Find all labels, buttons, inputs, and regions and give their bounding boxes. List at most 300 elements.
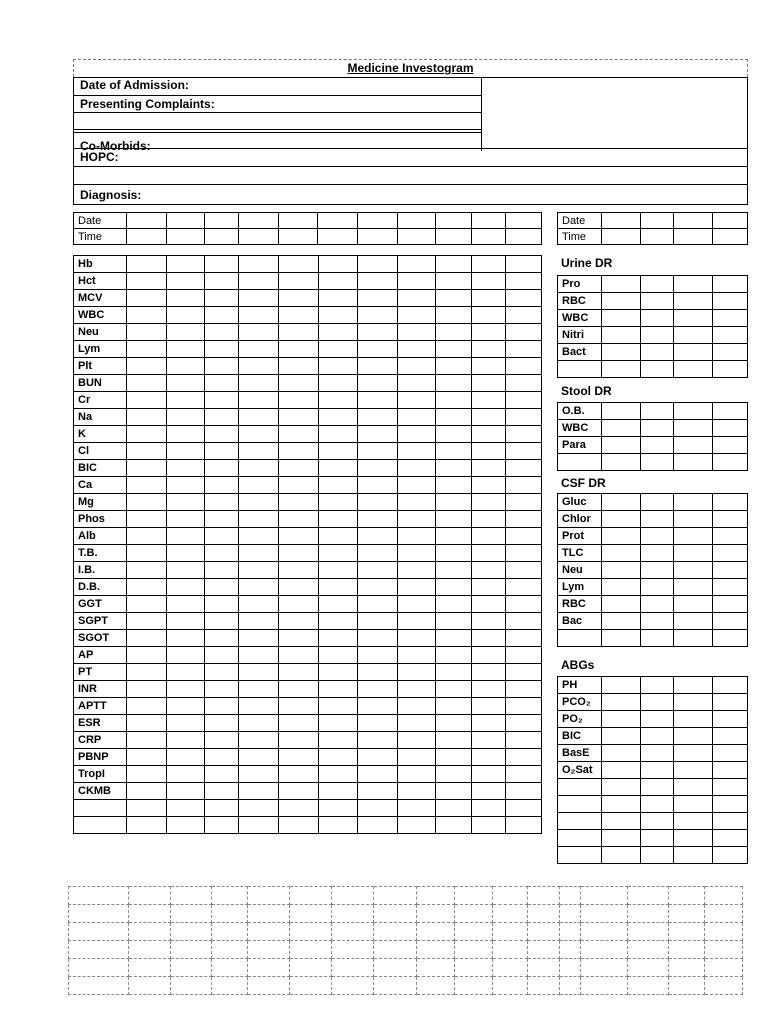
left-lab-cell[interactable] bbox=[204, 562, 238, 579]
left-lab-cell[interactable] bbox=[126, 528, 166, 545]
left-lab-cell[interactable] bbox=[358, 630, 398, 647]
notes-cell[interactable] bbox=[416, 977, 454, 995]
abg-cell[interactable] bbox=[674, 728, 713, 745]
left-lab-cell[interactable] bbox=[472, 681, 506, 698]
left-lab-cell[interactable] bbox=[204, 528, 238, 545]
left-lab-cell[interactable] bbox=[166, 681, 204, 698]
left-lab-cell[interactable] bbox=[126, 664, 166, 681]
left-datetime-cell[interactable] bbox=[436, 229, 472, 245]
left-lab-cell[interactable] bbox=[204, 613, 238, 630]
left-lab-cell[interactable] bbox=[472, 477, 506, 494]
left-lab-cell[interactable] bbox=[398, 409, 436, 426]
left-lab-cell[interactable] bbox=[278, 817, 318, 834]
left-lab-cell[interactable] bbox=[506, 409, 542, 426]
left-lab-cell[interactable] bbox=[318, 732, 358, 749]
notes-cell[interactable] bbox=[332, 959, 374, 977]
left-lab-cell[interactable] bbox=[278, 477, 318, 494]
csf-cell[interactable] bbox=[674, 630, 713, 647]
left-lab-cell[interactable] bbox=[166, 511, 204, 528]
left-lab-cell[interactable] bbox=[506, 715, 542, 732]
urine-cell[interactable] bbox=[674, 344, 713, 361]
notes-cell[interactable] bbox=[492, 923, 528, 941]
notes-cell[interactable] bbox=[171, 977, 211, 995]
left-lab-cell[interactable] bbox=[166, 392, 204, 409]
left-lab-cell[interactable] bbox=[436, 477, 472, 494]
left-lab-cell[interactable] bbox=[126, 307, 166, 324]
abg-cell[interactable] bbox=[713, 779, 748, 796]
notes-cell[interactable] bbox=[704, 959, 742, 977]
left-lab-cell[interactable] bbox=[166, 375, 204, 392]
left-lab-cell[interactable] bbox=[278, 698, 318, 715]
left-lab-cell[interactable] bbox=[166, 341, 204, 358]
left-lab-cell[interactable] bbox=[506, 307, 542, 324]
left-lab-cell[interactable] bbox=[238, 715, 278, 732]
left-lab-cell[interactable] bbox=[398, 732, 436, 749]
notes-cell[interactable] bbox=[704, 941, 742, 959]
left-lab-cell[interactable] bbox=[204, 579, 238, 596]
csf-cell[interactable] bbox=[713, 579, 748, 596]
abg-cell[interactable] bbox=[640, 779, 674, 796]
left-lab-cell[interactable] bbox=[238, 256, 278, 273]
left-lab-cell[interactable] bbox=[126, 817, 166, 834]
left-lab-cell[interactable] bbox=[436, 443, 472, 460]
left-lab-cell[interactable] bbox=[358, 698, 398, 715]
left-lab-cell[interactable] bbox=[358, 562, 398, 579]
left-lab-cell[interactable] bbox=[278, 307, 318, 324]
abg-cell[interactable] bbox=[674, 813, 713, 830]
left-lab-cell[interactable] bbox=[238, 307, 278, 324]
left-lab-cell[interactable] bbox=[358, 766, 398, 783]
left-lab-cell[interactable] bbox=[358, 290, 398, 307]
left-lab-cell[interactable] bbox=[472, 647, 506, 664]
complaints-line[interactable] bbox=[74, 112, 482, 129]
left-lab-cell[interactable] bbox=[204, 392, 238, 409]
stool-cell[interactable] bbox=[601, 403, 640, 420]
left-lab-cell[interactable] bbox=[166, 426, 204, 443]
left-lab-cell[interactable] bbox=[506, 273, 542, 290]
left-lab-cell[interactable] bbox=[278, 647, 318, 664]
notes-cell[interactable] bbox=[454, 977, 492, 995]
left-datetime-cell[interactable] bbox=[436, 213, 472, 229]
left-lab-cell[interactable] bbox=[126, 426, 166, 443]
left-lab-cell[interactable] bbox=[238, 392, 278, 409]
left-lab-cell[interactable] bbox=[238, 783, 278, 800]
left-lab-cell[interactable] bbox=[126, 256, 166, 273]
notes-cell[interactable] bbox=[416, 941, 454, 959]
left-datetime-cell[interactable] bbox=[278, 213, 318, 229]
abg-cell[interactable] bbox=[713, 745, 748, 762]
notes-cell[interactable] bbox=[704, 887, 742, 905]
left-lab-cell[interactable] bbox=[238, 817, 278, 834]
left-lab-cell[interactable] bbox=[238, 477, 278, 494]
left-lab-cell[interactable] bbox=[238, 494, 278, 511]
notes-cell[interactable] bbox=[289, 887, 331, 905]
left-lab-cell[interactable] bbox=[472, 783, 506, 800]
left-lab-cell[interactable] bbox=[238, 630, 278, 647]
left-lab-cell[interactable] bbox=[318, 477, 358, 494]
abg-cell[interactable] bbox=[601, 694, 640, 711]
left-lab-cell[interactable] bbox=[204, 681, 238, 698]
left-lab-cell[interactable] bbox=[238, 766, 278, 783]
left-lab-cell[interactable] bbox=[318, 341, 358, 358]
notes-cell[interactable] bbox=[211, 887, 247, 905]
abg-cell[interactable] bbox=[640, 728, 674, 745]
left-lab-cell[interactable] bbox=[238, 545, 278, 562]
left-lab-cell[interactable] bbox=[204, 494, 238, 511]
hopc-field[interactable]: HOPC: bbox=[74, 148, 747, 166]
notes-cell[interactable] bbox=[69, 941, 129, 959]
left-lab-cell[interactable] bbox=[506, 630, 542, 647]
urine-cell[interactable] bbox=[601, 276, 640, 293]
notes-cell[interactable] bbox=[492, 905, 528, 923]
notes-cell[interactable] bbox=[171, 923, 211, 941]
notes-cell[interactable] bbox=[211, 977, 247, 995]
left-lab-cell[interactable] bbox=[398, 715, 436, 732]
left-lab-cell[interactable] bbox=[436, 613, 472, 630]
notes-cell[interactable] bbox=[560, 923, 581, 941]
left-lab-cell[interactable] bbox=[398, 817, 436, 834]
abg-cell[interactable] bbox=[640, 830, 674, 847]
abg-cell[interactable] bbox=[601, 813, 640, 830]
diagnosis-field[interactable]: Diagnosis: bbox=[74, 184, 747, 204]
notes-cell[interactable] bbox=[668, 887, 704, 905]
left-lab-cell[interactable] bbox=[204, 460, 238, 477]
left-lab-cell[interactable] bbox=[204, 324, 238, 341]
left-lab-cell[interactable] bbox=[238, 647, 278, 664]
notes-cell[interactable] bbox=[211, 941, 247, 959]
left-lab-cell[interactable] bbox=[278, 664, 318, 681]
notes-cell[interactable] bbox=[492, 959, 528, 977]
abg-cell[interactable] bbox=[674, 847, 713, 864]
left-lab-cell[interactable] bbox=[166, 307, 204, 324]
left-lab-cell[interactable] bbox=[238, 749, 278, 766]
left-lab-cell[interactable] bbox=[166, 664, 204, 681]
left-lab-cell[interactable] bbox=[436, 579, 472, 596]
left-lab-cell[interactable] bbox=[436, 290, 472, 307]
left-lab-cell[interactable] bbox=[472, 630, 506, 647]
left-lab-cell[interactable] bbox=[398, 256, 436, 273]
left-lab-cell[interactable] bbox=[472, 800, 506, 817]
left-lab-cell[interactable] bbox=[318, 545, 358, 562]
left-lab-cell[interactable] bbox=[166, 800, 204, 817]
left-lab-cell[interactable] bbox=[204, 596, 238, 613]
complaints-field[interactable]: Presenting Complaints: bbox=[74, 95, 482, 112]
left-lab-cell[interactable] bbox=[278, 494, 318, 511]
left-lab-cell[interactable] bbox=[126, 749, 166, 766]
notes-cell[interactable] bbox=[492, 887, 528, 905]
csf-cell[interactable] bbox=[674, 596, 713, 613]
urine-cell[interactable] bbox=[601, 310, 640, 327]
left-lab-cell[interactable] bbox=[436, 494, 472, 511]
left-lab-cell[interactable] bbox=[398, 477, 436, 494]
left-lab-cell[interactable] bbox=[506, 681, 542, 698]
left-lab-cell[interactable] bbox=[238, 443, 278, 460]
left-lab-cell[interactable] bbox=[358, 307, 398, 324]
urine-cell[interactable] bbox=[640, 327, 674, 344]
left-lab-cell[interactable] bbox=[238, 409, 278, 426]
left-lab-cell[interactable] bbox=[472, 749, 506, 766]
notes-cell[interactable] bbox=[416, 905, 454, 923]
left-lab-cell[interactable] bbox=[436, 732, 472, 749]
notes-cell[interactable] bbox=[171, 905, 211, 923]
left-lab-cell[interactable] bbox=[358, 783, 398, 800]
left-lab-cell[interactable] bbox=[126, 341, 166, 358]
left-lab-cell[interactable] bbox=[166, 290, 204, 307]
left-lab-cell[interactable] bbox=[238, 341, 278, 358]
left-lab-cell[interactable] bbox=[204, 664, 238, 681]
csf-cell[interactable] bbox=[713, 596, 748, 613]
notes-cell[interactable] bbox=[454, 887, 492, 905]
left-lab-cell[interactable] bbox=[358, 358, 398, 375]
left-lab-cell[interactable] bbox=[278, 460, 318, 477]
left-datetime-cell[interactable] bbox=[398, 229, 436, 245]
left-lab-cell[interactable] bbox=[472, 256, 506, 273]
notes-cell[interactable] bbox=[627, 941, 668, 959]
left-lab-cell[interactable] bbox=[318, 528, 358, 545]
csf-cell[interactable] bbox=[601, 545, 640, 562]
left-lab-cell[interactable] bbox=[318, 630, 358, 647]
abg-cell[interactable] bbox=[640, 677, 674, 694]
csf-cell[interactable] bbox=[601, 494, 640, 511]
left-lab-cell[interactable] bbox=[506, 545, 542, 562]
left-lab-cell[interactable] bbox=[126, 579, 166, 596]
left-lab-cell[interactable] bbox=[398, 273, 436, 290]
urine-cell[interactable] bbox=[674, 327, 713, 344]
left-lab-cell[interactable] bbox=[126, 324, 166, 341]
left-lab-cell[interactable] bbox=[318, 817, 358, 834]
notes-cell[interactable] bbox=[627, 977, 668, 995]
abg-cell[interactable] bbox=[640, 694, 674, 711]
left-lab-cell[interactable] bbox=[166, 613, 204, 630]
left-datetime-cell[interactable] bbox=[472, 229, 506, 245]
left-lab-cell[interactable] bbox=[472, 545, 506, 562]
left-lab-cell[interactable] bbox=[278, 324, 318, 341]
notes-cell[interactable] bbox=[211, 959, 247, 977]
left-lab-cell[interactable] bbox=[126, 800, 166, 817]
csf-cell[interactable] bbox=[640, 528, 674, 545]
notes-cell[interactable] bbox=[704, 905, 742, 923]
left-lab-cell[interactable] bbox=[204, 256, 238, 273]
left-lab-cell[interactable] bbox=[126, 562, 166, 579]
notes-cell[interactable] bbox=[129, 905, 171, 923]
left-lab-cell[interactable] bbox=[278, 392, 318, 409]
left-lab-cell[interactable] bbox=[506, 749, 542, 766]
left-lab-cell[interactable] bbox=[238, 579, 278, 596]
left-lab-cell[interactable] bbox=[204, 630, 238, 647]
left-lab-cell[interactable] bbox=[166, 528, 204, 545]
left-lab-cell[interactable] bbox=[318, 358, 358, 375]
left-lab-cell[interactable] bbox=[506, 732, 542, 749]
left-lab-cell[interactable] bbox=[506, 375, 542, 392]
left-lab-cell[interactable] bbox=[472, 579, 506, 596]
notes-cell[interactable] bbox=[581, 977, 627, 995]
urine-cell[interactable] bbox=[601, 361, 640, 378]
notes-cell[interactable] bbox=[247, 923, 289, 941]
abg-cell[interactable] bbox=[601, 677, 640, 694]
left-lab-cell[interactable] bbox=[278, 783, 318, 800]
admission-field[interactable]: Date of Admission: bbox=[80, 78, 189, 92]
left-lab-cell[interactable] bbox=[506, 324, 542, 341]
notes-cell[interactable] bbox=[581, 905, 627, 923]
csf-cell[interactable] bbox=[713, 494, 748, 511]
left-lab-cell[interactable] bbox=[204, 290, 238, 307]
left-lab-cell[interactable] bbox=[238, 664, 278, 681]
notes-cell[interactable] bbox=[454, 941, 492, 959]
abg-cell[interactable] bbox=[640, 745, 674, 762]
left-lab-cell[interactable] bbox=[358, 528, 398, 545]
abg-cell[interactable] bbox=[601, 762, 640, 779]
left-lab-cell[interactable] bbox=[238, 273, 278, 290]
left-lab-cell[interactable] bbox=[506, 766, 542, 783]
abg-cell[interactable] bbox=[674, 762, 713, 779]
notes-cell[interactable] bbox=[289, 905, 331, 923]
notes-cell[interactable] bbox=[581, 923, 627, 941]
left-lab-cell[interactable] bbox=[358, 715, 398, 732]
notes-cell[interactable] bbox=[668, 923, 704, 941]
left-lab-cell[interactable] bbox=[166, 749, 204, 766]
left-lab-cell[interactable] bbox=[472, 613, 506, 630]
left-lab-cell[interactable] bbox=[318, 409, 358, 426]
left-lab-cell[interactable] bbox=[358, 545, 398, 562]
notes-cell[interactable] bbox=[374, 887, 416, 905]
notes-cell[interactable] bbox=[289, 977, 331, 995]
left-lab-cell[interactable] bbox=[436, 460, 472, 477]
left-lab-cell[interactable] bbox=[278, 341, 318, 358]
notes-cell[interactable] bbox=[69, 959, 129, 977]
notes-cell[interactable] bbox=[416, 923, 454, 941]
left-lab-cell[interactable] bbox=[166, 817, 204, 834]
csf-cell[interactable] bbox=[640, 630, 674, 647]
left-lab-cell[interactable] bbox=[472, 324, 506, 341]
stool-cell[interactable] bbox=[601, 420, 640, 437]
right-datetime-cell[interactable] bbox=[640, 229, 674, 245]
notes-cell[interactable] bbox=[332, 977, 374, 995]
csf-cell[interactable] bbox=[713, 528, 748, 545]
stool-cell[interactable] bbox=[674, 437, 713, 454]
left-lab-cell[interactable] bbox=[436, 766, 472, 783]
left-lab-cell[interactable] bbox=[398, 375, 436, 392]
left-lab-cell[interactable] bbox=[436, 630, 472, 647]
left-lab-cell[interactable] bbox=[126, 766, 166, 783]
notes-cell[interactable] bbox=[374, 959, 416, 977]
abg-cell[interactable] bbox=[601, 796, 640, 813]
left-lab-cell[interactable] bbox=[358, 647, 398, 664]
csf-cell[interactable] bbox=[601, 596, 640, 613]
left-lab-cell[interactable] bbox=[278, 715, 318, 732]
notes-cell[interactable] bbox=[492, 941, 528, 959]
abg-cell[interactable] bbox=[601, 830, 640, 847]
left-lab-cell[interactable] bbox=[278, 732, 318, 749]
urine-cell[interactable] bbox=[674, 293, 713, 310]
left-lab-cell[interactable] bbox=[166, 766, 204, 783]
left-lab-cell[interactable] bbox=[166, 596, 204, 613]
abg-cell[interactable] bbox=[674, 779, 713, 796]
csf-cell[interactable] bbox=[640, 494, 674, 511]
left-lab-cell[interactable] bbox=[166, 698, 204, 715]
notes-cell[interactable] bbox=[627, 887, 668, 905]
left-datetime-cell[interactable] bbox=[238, 229, 278, 245]
left-lab-cell[interactable] bbox=[506, 817, 542, 834]
left-lab-cell[interactable] bbox=[358, 800, 398, 817]
left-lab-cell[interactable] bbox=[278, 681, 318, 698]
left-lab-cell[interactable] bbox=[318, 613, 358, 630]
left-lab-cell[interactable] bbox=[278, 630, 318, 647]
left-datetime-cell[interactable] bbox=[204, 213, 238, 229]
left-lab-cell[interactable] bbox=[166, 256, 204, 273]
left-lab-cell[interactable] bbox=[204, 766, 238, 783]
notes-cell[interactable] bbox=[581, 941, 627, 959]
left-lab-cell[interactable] bbox=[204, 647, 238, 664]
left-lab-cell[interactable] bbox=[126, 443, 166, 460]
abg-cell[interactable] bbox=[713, 796, 748, 813]
abg-cell[interactable] bbox=[713, 728, 748, 745]
csf-cell[interactable] bbox=[640, 511, 674, 528]
left-lab-cell[interactable] bbox=[278, 766, 318, 783]
left-lab-cell[interactable] bbox=[506, 528, 542, 545]
left-lab-cell[interactable] bbox=[358, 596, 398, 613]
left-lab-cell[interactable] bbox=[318, 562, 358, 579]
stool-cell[interactable] bbox=[674, 454, 713, 471]
left-datetime-cell[interactable] bbox=[506, 213, 542, 229]
notes-cell[interactable] bbox=[668, 941, 704, 959]
left-lab-cell[interactable] bbox=[278, 528, 318, 545]
left-lab-cell[interactable] bbox=[318, 800, 358, 817]
left-lab-cell[interactable] bbox=[204, 715, 238, 732]
stool-cell[interactable] bbox=[640, 437, 674, 454]
left-lab-cell[interactable] bbox=[238, 290, 278, 307]
left-lab-cell[interactable] bbox=[204, 732, 238, 749]
notes-cell[interactable] bbox=[289, 959, 331, 977]
notes-cell[interactable] bbox=[528, 977, 560, 995]
left-lab-cell[interactable] bbox=[398, 511, 436, 528]
stool-cell[interactable] bbox=[713, 437, 748, 454]
left-lab-cell[interactable] bbox=[204, 783, 238, 800]
left-lab-cell[interactable] bbox=[436, 715, 472, 732]
csf-cell[interactable] bbox=[713, 613, 748, 630]
left-lab-cell[interactable] bbox=[436, 358, 472, 375]
left-lab-cell[interactable] bbox=[398, 749, 436, 766]
left-lab-cell[interactable] bbox=[238, 460, 278, 477]
notes-cell[interactable] bbox=[374, 941, 416, 959]
left-lab-cell[interactable] bbox=[358, 392, 398, 409]
left-lab-cell[interactable] bbox=[238, 426, 278, 443]
notes-cell[interactable] bbox=[129, 959, 171, 977]
left-lab-cell[interactable] bbox=[318, 664, 358, 681]
notes-cell[interactable] bbox=[171, 887, 211, 905]
csf-cell[interactable] bbox=[674, 545, 713, 562]
notes-cell[interactable] bbox=[211, 923, 247, 941]
notes-cell[interactable] bbox=[129, 887, 171, 905]
left-lab-cell[interactable] bbox=[358, 749, 398, 766]
right-datetime-cell[interactable] bbox=[674, 213, 713, 229]
left-lab-cell[interactable] bbox=[278, 579, 318, 596]
left-lab-cell[interactable] bbox=[358, 477, 398, 494]
left-lab-cell[interactable] bbox=[204, 698, 238, 715]
left-lab-cell[interactable] bbox=[204, 545, 238, 562]
left-lab-cell[interactable] bbox=[278, 800, 318, 817]
left-lab-cell[interactable] bbox=[126, 494, 166, 511]
csf-cell[interactable] bbox=[601, 528, 640, 545]
left-lab-cell[interactable] bbox=[166, 562, 204, 579]
left-lab-cell[interactable] bbox=[166, 715, 204, 732]
left-lab-cell[interactable] bbox=[204, 817, 238, 834]
left-lab-cell[interactable] bbox=[398, 681, 436, 698]
left-lab-cell[interactable] bbox=[506, 256, 542, 273]
urine-cell[interactable] bbox=[713, 276, 748, 293]
left-lab-cell[interactable] bbox=[166, 494, 204, 511]
left-lab-cell[interactable] bbox=[278, 596, 318, 613]
left-lab-cell[interactable] bbox=[238, 528, 278, 545]
